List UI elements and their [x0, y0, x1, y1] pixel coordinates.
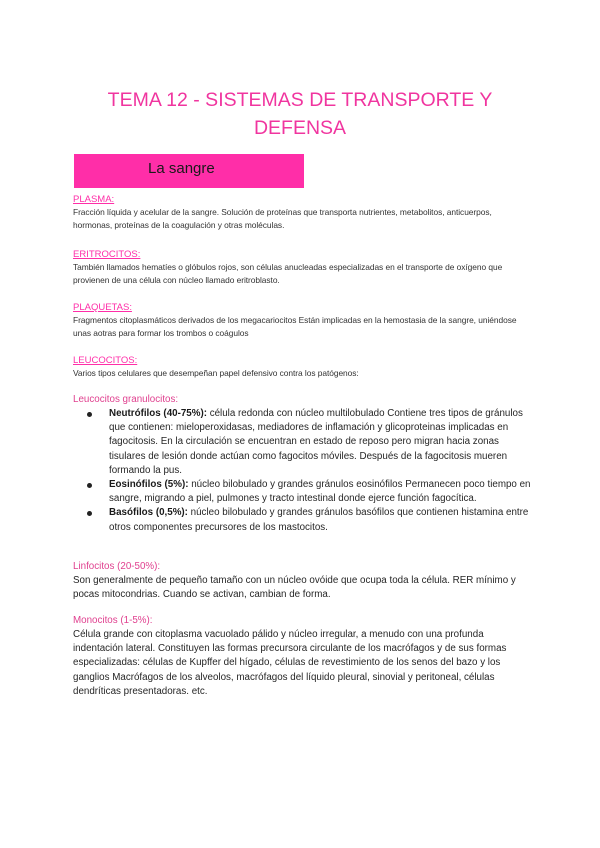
leucocitos-text: Varios tipos celulares que desempeñan papel defensivo contra los patógenos: [73, 368, 359, 378]
plaquetas-text: Fragmentos citoplasmáticos derivados de los megacariocitos Están implicadas en la hemostasia de la sangre, uniéndose unas aotras para formar los trombos o coágulos [73, 315, 517, 338]
leucocitos-section [73, 354, 533, 380]
plasma-section [73, 193, 533, 231]
linfocitos-section [73, 560, 533, 602]
monocitos-heading: Monocitos (1-5%): [73, 615, 153, 626]
leucocitos-heading: LEUCOCITOS: [73, 355, 138, 366]
eritrocitos-section [73, 248, 533, 286]
plasma-text: Fracción líquida y acelular de la sangre. Solución de proteínas que transporta nutrientes, metabolitos, anticuerpos, hormonas, proteínas de la coagulación y otras moléculas. [73, 207, 492, 230]
plaquetas-section [73, 301, 533, 339]
granulocitos-heading: Leucocitos granulocitos: [73, 394, 179, 405]
plasma-heading: PLASMA: [73, 194, 115, 205]
basofilos-text: núcleo bilobulado y grandes gránulos basófilos que contienen histamina entre otros componentes precursores de los mastocitos. [109, 507, 529, 533]
list-item [73, 407, 533, 478]
granulocitos-list [73, 407, 533, 535]
eosinofilos-term: Eosinófilos (5%): [109, 479, 189, 491]
bullet-icon [87, 511, 92, 516]
section-banner-label: La sangre [148, 160, 215, 177]
linfocitos-heading: Linfocitos (20-50%): [73, 561, 161, 572]
eosinofilos-text: núcleo bilobulado y grandes gránulos eosinófilos Permanecen poco tiempo en sangre, migrando a piel, pulmones y tracto intestinal donde ejerce función fagocítica. [109, 479, 531, 505]
bullet-icon [87, 412, 92, 417]
neutrofilos-term: Neutrófilos (40-75%): [109, 408, 207, 419]
plaquetas-heading: PLAQUETAS: [73, 302, 132, 313]
page-title: TEMA 12 - SISTEMAS DE TRANSPORTE Y DEFENSA [107, 89, 493, 139]
eritrocitos-heading: ERITROCITOS: [73, 249, 141, 260]
basofilos-term: Basófilos (0,5%): [109, 507, 188, 519]
monocitos-text: Célula grande con citoplasma vacuolado pálido y núcleo irregular, a menudo con una profunda indentación lateral. Constituyen las formas precursora circulante de los macrófagos y de sus formas especializadas: células de Kupffer del hígado, células de revestimiento de los senos del bazo y los ganglios Macrófagos de los alveolos, macrófagos del líquido pleural, sinovial y peritoneal, células dendríticas presentadoras. etc. [73, 629, 507, 697]
list-item [73, 478, 533, 506]
linfocitos-text: Son generalmente de pequeño tamaño con un núcleo ovóide que ocupa toda la célula. RER mínimo y pocas mitocondrias. Cuando se activan, cambian de forma. [73, 575, 516, 601]
list-item [73, 506, 533, 534]
section-banner [74, 154, 304, 188]
bullet-icon [87, 483, 92, 488]
monocitos-section [73, 614, 533, 699]
granulocitos-section [73, 393, 533, 535]
eritrocitos-text: También llamados hematíes o glóbulos rojos, son células anucleadas especializadas en el transporte de oxígeno que provienen de una célula con núcleo llamado eritroblasto. [73, 262, 503, 285]
neutrofilos-text: célula redonda con núcleo multilobulado Contiene tres tipos de gránulos que contienen: mieloperoxidasas, mediadores de inflamación y glicoproteinas implicadas en fagocitosis. En la circulación se encuentran en estado de reposo pero migran hacia zonas tisulares de lesión donde actúan como fagocitos móviles. Después de la fagocitosis mueren formando la pus. [109, 408, 523, 476]
